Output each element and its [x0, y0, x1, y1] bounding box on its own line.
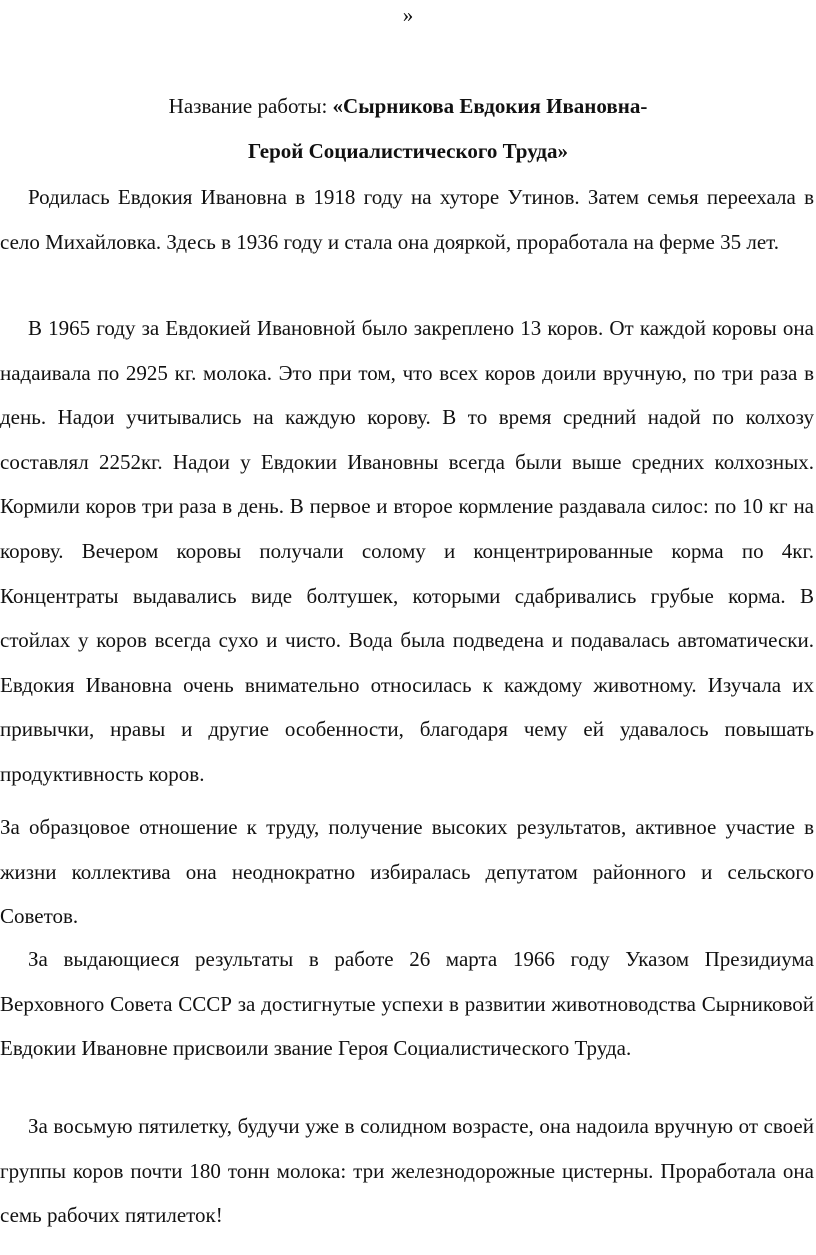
work-title-name: «Сырникова Евдокия Ивановна- — [332, 94, 648, 118]
paragraph-birth: Родилась Евдокия Ивановна в 1918 году на хуторе Утинов. Затем семья переехала в село Михайловка. Здесь в 1936 году и стала она дояркой, проработала на ферме 35 лет. — [0, 185, 814, 254]
paragraph-hero-award: За выдающиеся результаты в работе 26 марта 1966 году Указом Президиума Верховного Совета СССР за достигнутые успехи в развитии животноводства Сырниковой Евдокии Ивановне присвоили звание Героя Социалистического Труда. — [0, 947, 814, 1061]
closing-quote-mark: » — [402, 3, 414, 27]
paragraph-five-year-plans: За восьмую пятилетку, будучи уже в солидном возрасте, она надоила вручную от своей группы коров почти 180 тонн молока: три железнодорожные цистерны. Проработала она семь рабочих пятилеток! — [0, 1114, 814, 1228]
work-title-line-2 — [0, 137, 816, 165]
paragraph-work-1965: В 1965 году за Евдокией Ивановной было закреплено 13 коров. От каждой коровы она надаивала по 2925 кг. молока. Это при том, что всех коров доили вручную, по три раза в день. Надои учитывались на каждую корову. В то время средний надой по колхозу составлял 2252кг. Надои у Евдокии Ивановны всегда были выше средних колхозных. Кормили коров три раза в день. В первое и второе кормление раздавала силос: по 10 кг на корову. Вечером коровы получали солому и концентрированные корма по 4кг. Концентраты выдавались виде болтушек, которыми сдабривались грубые корма. В стойлах у коров всегда сухо и чисто. Вода была подведена и подавалась автоматически. Евдокия Ивановна очень внимательно относилась к каждому животному. Изучала их привычки, нравы и другие особенности, благодаря чему ей удавалось повышать продуктивность коров. — [0, 316, 814, 786]
work-title-subtitle: Герой Социалистического Труда» — [247, 139, 568, 163]
paragraph-deputy: За образцовое отношение к труду, получение высоких результатов, активное участие в жизни коллектива она неоднократно избиралась депутатом районного и сельского Советов. — [0, 815, 814, 929]
work-title-line-1 — [0, 92, 816, 120]
work-title-label: Название работы: — [168, 94, 333, 118]
